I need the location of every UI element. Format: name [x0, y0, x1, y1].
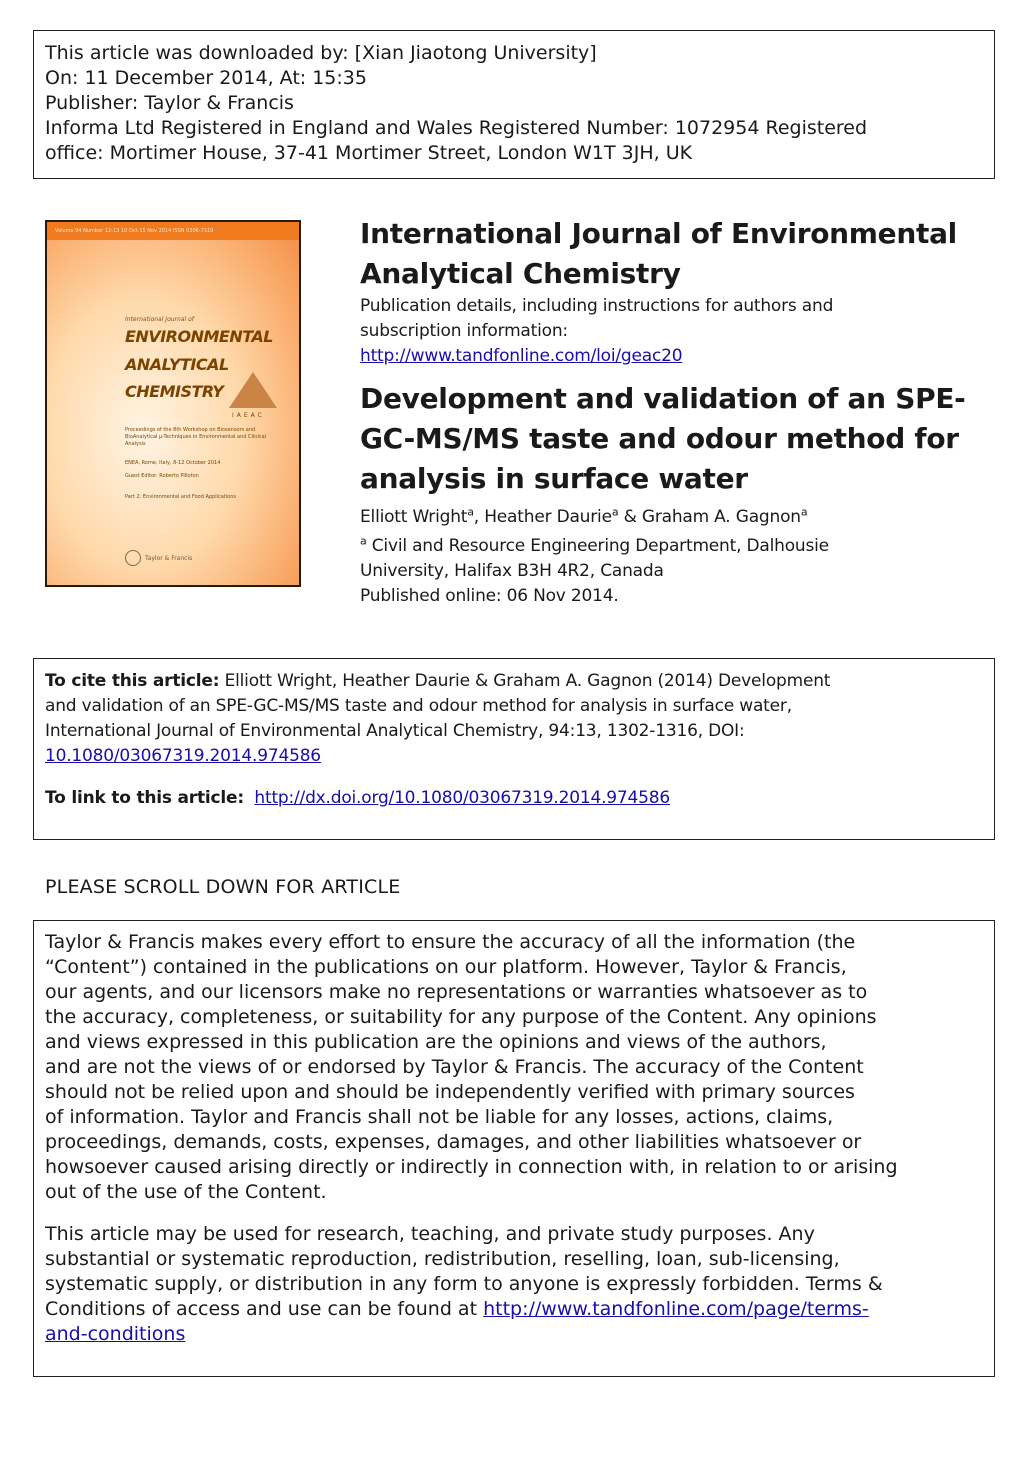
cover-proceedings: Proceedings of the 8th Workshop on Biosensors and BioAnalytical µ-Techniques in Environmental and Clinical Analysis	[125, 427, 267, 447]
terms-link-continued[interactable]: and-conditions	[45, 1323, 186, 1345]
article-title	[360, 379, 990, 499]
scroll-notice: PLEASE SCROLL DOWN FOR ARTICLE	[45, 876, 401, 898]
disclaimer-line: the accuracy, completeness, or suitability for any purpose of the Content. Any opinions	[45, 1006, 877, 1028]
disclaimer-line: Taylor & Francis makes every effort to ensure the accuracy of all the information (the	[45, 931, 856, 953]
affiliation-mark: a	[800, 505, 808, 519]
cover-band: Volume 94 Number 12-13 10 Oct-15 Nov 2014 ISSN 0306-7319	[47, 222, 299, 240]
author-name: Elliott Wright	[360, 507, 468, 527]
usage-line: systematic supply, or distribution in any form to anyone is expressly forbidden. Terms &	[45, 1273, 883, 1295]
affiliation-mark: a	[611, 505, 619, 519]
registration-line: Informa Ltd Registered in England and Wales Registered Number: 1072954 Registered	[45, 117, 868, 139]
article-title-line: GC-MS/MS taste and odour method for	[360, 422, 959, 455]
affiliation-mark: a	[467, 505, 474, 519]
usage-line: substantial or systematic reproduction, redistribution, reselling, loan, sub-licensing,	[45, 1248, 840, 1270]
download-notice-box	[33, 30, 995, 179]
article-doi-url-link[interactable]: http://dx.doi.org/10.1080/03067319.2014.974586	[254, 788, 670, 808]
affiliation	[360, 534, 990, 559]
cover-society: IAEAC	[232, 412, 265, 419]
link-label: To link to this article:	[45, 788, 244, 808]
author-name: Heather Daurie	[484, 507, 612, 527]
article-title-line: Development and validation of an SPE-	[360, 382, 966, 415]
citation-text: Elliott Wright, Heather Daurie & Graham A. Gagnon (2014) Development	[224, 671, 831, 691]
disclaimer-line: should not be relied upon and should be independently verified with primary sources	[45, 1081, 855, 1103]
publisher-line: Publisher: Taylor & Francis	[45, 92, 294, 114]
citation-text: International Journal of Environmental Analytical Chemistry, 94:13, 1302-1316, DOI:	[45, 721, 745, 741]
journal-title-line: Analytical Chemistry	[360, 257, 681, 290]
author-separator: &	[618, 507, 642, 527]
cite-label: To cite this article:	[45, 671, 220, 691]
journal-title	[360, 214, 990, 294]
cover-title-word: ENVIRONMENTAL	[125, 327, 273, 346]
publication-details: subscription information:	[360, 321, 568, 341]
download-date-line: On: 11 December 2014, At: 15:35	[45, 67, 367, 89]
cover-title-word: ANALYTICAL	[125, 355, 229, 374]
cover-pyramid-icon	[229, 372, 277, 408]
journal-cover-image	[45, 220, 301, 587]
cover-publisher-name: Taylor & Francis	[145, 554, 193, 562]
disclaimer-box	[33, 920, 995, 1377]
doi-link[interactable]: 10.1080/03067319.2014.974586	[45, 746, 321, 766]
disclaimer-line: of information. Taylor and Francis shall not be liable for any losses, actions, claims,	[45, 1106, 834, 1128]
publisher-logo-icon	[125, 550, 141, 566]
disclaimer-line: out of the use of the Content.	[45, 1181, 327, 1203]
usage-paragraph	[45, 1222, 983, 1347]
article-title-line: analysis in surface water	[360, 462, 748, 495]
author-separator: ,	[473, 507, 485, 527]
cover-journal-small: International Journal of	[125, 316, 194, 323]
publication-details: Publication details, including instructions for authors and	[360, 296, 834, 316]
affiliation-text: University, Halifax B3H 4R2, Canada	[360, 561, 664, 581]
cover-editor: Guest Editor: Roberto Pilloton	[125, 473, 199, 479]
disclaimer-line: and are not the views of or endorsed by Taylor & Francis. The accuracy of the Content	[45, 1056, 864, 1078]
usage-line: This article may be used for research, teaching, and private study purposes. Any	[45, 1223, 815, 1245]
published-date: Published online: 06 Nov 2014.	[360, 586, 619, 606]
disclaimer-line: proceedings, demands, costs, expenses, damages, and other liabilities whatsoever or	[45, 1131, 862, 1153]
cover-publisher-logo	[125, 550, 192, 566]
affiliation-text: Civil and Resource Engineering Department, Dalhousie	[371, 536, 829, 556]
disclaimer-line: our agents, and our licensors make no representations or warranties whatsoever as to	[45, 981, 868, 1003]
journal-url-link[interactable]: http://www.tandfonline.com/loi/geac20	[360, 346, 683, 366]
article-header	[360, 214, 990, 609]
office-line: office: Mortimer House, 37-41 Mortimer Street, London W1T 3JH, UK	[45, 142, 693, 164]
cover-title-word: CHEMISTRY	[125, 382, 224, 401]
cover-part: Part 2: Environmental and Food Applications	[125, 494, 237, 500]
citation-text: and validation of an SPE-GC-MS/MS taste and odour method for analysis in surface water,	[45, 696, 792, 716]
usage-line: Conditions of access and use can be found at	[45, 1298, 484, 1320]
disclaimer-line: howsoever caused arising directly or indirectly in connection with, in relation to or arising	[45, 1156, 898, 1178]
citation-box	[33, 658, 995, 840]
disclaimer-line: and views expressed in this publication are the opinions and views of the authors,	[45, 1031, 827, 1053]
download-line: This article was downloaded by: [Xian Jiaotong University]	[45, 42, 597, 64]
disclaimer-paragraph	[45, 930, 983, 1205]
author-name: Graham A. Gagnon	[641, 507, 801, 527]
terms-link[interactable]: http://www.tandfonline.com/page/terms-	[483, 1298, 869, 1320]
journal-title-line: International Journal of Environmental	[360, 217, 957, 250]
disclaimer-line: “Content”) contained in the publications on our platform. However, Taylor & Francis,	[45, 956, 847, 978]
cover-location: ENEA, Rome, Italy, 8-12 October 2014	[125, 460, 221, 466]
author-list	[360, 505, 990, 530]
affiliation-mark: a	[360, 534, 367, 548]
